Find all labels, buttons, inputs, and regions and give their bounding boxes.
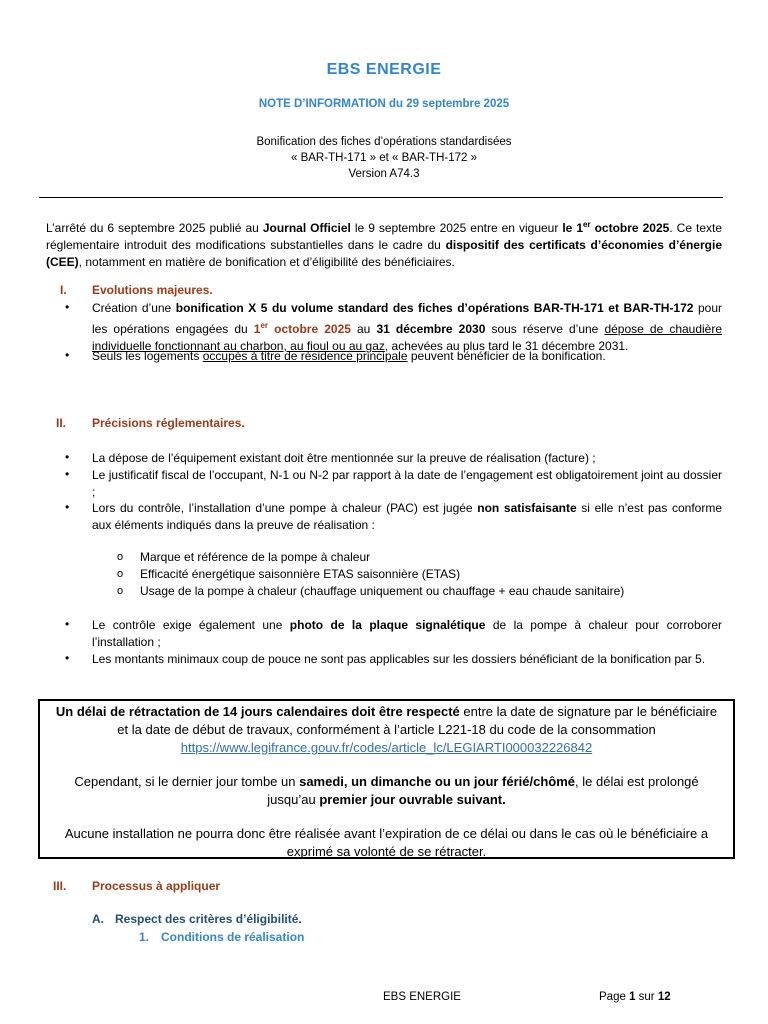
bullet-icon: • [65, 348, 70, 362]
sub-bullet-icon: o [117, 585, 124, 597]
bullet-icon: • [65, 467, 70, 481]
bullet-icon: • [65, 651, 70, 665]
intro-paragraph: L’arrêté du 6 septembre 2025 publié au Journal Officiel le 9 septembre 2025 entre en vigueur le 1er octobre 2025. Ce texte réglementaire introduit des modifications substantielles dans le cadre du dispositif des certificats d’économies d’énergie (CEE), notamment en matière de bonification et d’éligibilité des bénéficiaires. [46, 220, 723, 269]
subsection-1-heading: 1. Conditions de réalisation [139, 930, 305, 944]
bullet-icon: • [65, 300, 70, 314]
sub-bullet-icon: o [117, 551, 124, 563]
subtitle-line-3: Version A74.3 [348, 168, 420, 180]
subsection-a-heading: A. Respect des critères d’éligibilité. [92, 912, 302, 926]
header-divider [39, 197, 723, 198]
section-1-heading: I. Evolutions majeures. [60, 283, 213, 297]
footer-page-number: Page 1 sur 12 [599, 991, 671, 1003]
section-2-heading: II. Précisions réglementaires. [56, 416, 245, 430]
section-3-heading: III. Processus à appliquer [53, 879, 221, 893]
bullet-icon: • [65, 500, 70, 514]
brand-title: EBS ENERGIE [326, 61, 442, 78]
subtitle-line-2: « BAR-TH-171 » et « BAR-TH-172 » [291, 152, 477, 164]
sub-bullet-icon: o [117, 568, 124, 580]
sub-item-1: Marque et référence de la pompe à chaleur [140, 550, 371, 564]
section-2-bullet-3: Lors du contrôle, l’installation d’une pompe à chaleur (PAC) est jugée non satisfaisante si elle n’est pas conforme aux éléments indiqués dans la preuve de réalisation : [92, 501, 722, 532]
section-1-bullet-2: Seuls les logements occupés à titre de résidence principale peuvent bénéficier de la bonification. [92, 349, 606, 363]
note-title: NOTE D’INFORMATION du 29 septembre 2025 [258, 98, 510, 110]
legifrance-link[interactable]: https://www.legifrance.gouv.fr/codes/article_lc/LEGIARTI000032226842 [180, 740, 593, 755]
section-2-bullet-1: La dépose de l’équipement existant doit être mentionnée sur la preuve de réalisation (facture) ; [92, 451, 596, 465]
section-2-bullet-2: Le justificatif fiscal de l’occupant, N-1 ou N-2 par rapport à la date de l’engagement est obligatoirement joint au dossier ; [92, 468, 722, 499]
notice-paragraph-1: Un délai de rétractation de 14 jours calendaires doit être respecté entre la date de signature par le bénéficiaire et la date de début de travaux, conformément à l’article L221-18 du code de la consommation [55, 704, 718, 737]
section-1-bullet-1: Création d’une bonification X 5 du volume standard des fiches d’opérations BAR-TH-171 et BAR-TH-172 pour les opérations engagées du 1er octobre 2025 au 31 décembre 2030 sous réserve d’une dépose de chaudière individuelle fonctionnant au charbon, au fioul ou au gaz, achevées au plus tard le 31 décembre 2031. [92, 301, 723, 353]
section-2-bullet-5: Les montants minimaux coup de pouce ne sont pas applicables sur les dossiers bénéficiant de la bonification par 5. [92, 652, 706, 666]
bullet-icon: • [65, 450, 70, 464]
footer-company: EBS ENERGIE [383, 991, 461, 1003]
sub-item-3: Usage de la pompe à chaleur (chauffage uniquement ou chauffage + eau chaude sanitaire) [140, 584, 625, 598]
subtitle-line-1: Bonification des fiches d’opérations standardisées [256, 136, 512, 148]
sub-item-2: Efficacité énergétique saisonnière ETAS saisonnière (ETAS) [140, 567, 461, 581]
retractation-notice-box [38, 699, 735, 859]
bullet-icon: • [65, 617, 70, 631]
notice-paragraph-3: Aucune installation ne pourra donc être réalisée avant l’expiration de ce délai ou dans le cas où le bénéficiaire a exprimé sa volonté de se rétracter. [64, 826, 709, 859]
notice-paragraph-2: Cependant, si le dernier jour tombe un samedi, un dimanche ou un jour férié/chômé, le délai est prolongé jusqu’au premier jour ouvrable suivant. [74, 774, 699, 807]
section-2-bullet-4: Le contrôle exige également une photo de la plaque signalétique de la pompe à chaleur pour corroborer l’installation ; [92, 618, 722, 649]
